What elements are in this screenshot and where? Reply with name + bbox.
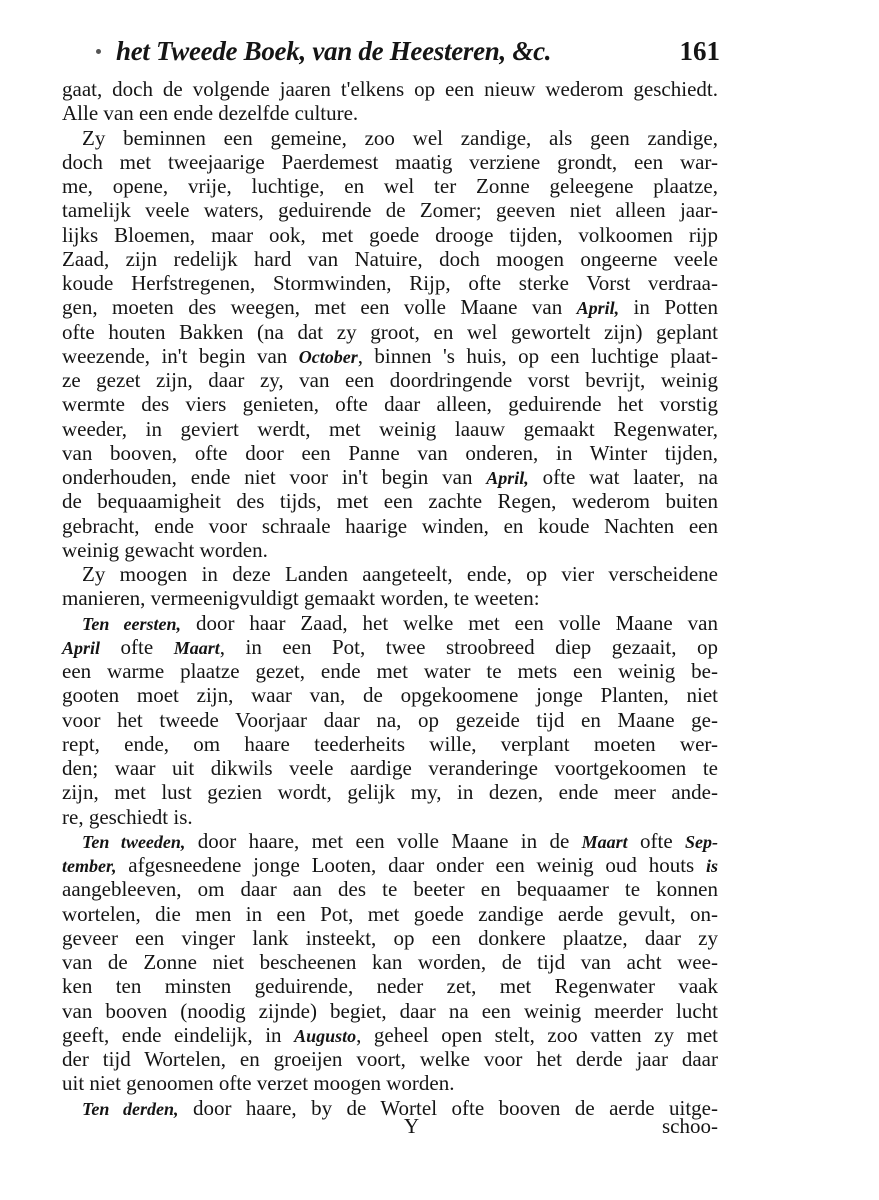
italic-term: Ten tweeden, bbox=[82, 831, 186, 852]
text-segment: wortelen, die men in een Pot, met goede zandige aerde gevult, on- bbox=[62, 901, 718, 926]
text-line bbox=[62, 441, 718, 465]
text-segment: gebracht, ende voor schraale haarige winden, en koude Nachten een bbox=[62, 513, 718, 538]
catchword: schoo- bbox=[662, 1114, 718, 1138]
text-segment: rept, ende, om haare teederheits wille, verplant moeten wer- bbox=[62, 731, 718, 756]
italic-term: October bbox=[298, 346, 358, 367]
text-segment: ofte wat laater, na bbox=[528, 465, 718, 489]
text-segment: van de Zonne niet bescheenen kan worden, de tijd van acht wee- bbox=[62, 950, 718, 974]
text-segment: door haar Zaad, het welke met een volle Maane van bbox=[181, 610, 718, 635]
text-line bbox=[62, 586, 718, 610]
text-line bbox=[62, 538, 718, 562]
text-line bbox=[62, 174, 718, 198]
running-header bbox=[96, 36, 720, 68]
text-segment: ken ten minsten geduirende, neder zet, met Regenwater vaak bbox=[62, 974, 718, 999]
text-line bbox=[62, 223, 718, 247]
italic-term: Ten eersten, bbox=[82, 613, 182, 634]
text-segment: van booven, ofte door een Panne van onderen, in Winter tijden, bbox=[62, 440, 718, 465]
text-line bbox=[62, 465, 718, 489]
text-segment: in Potten bbox=[619, 295, 718, 320]
text-segment: wermte des viers genieten, ofte daar alleen, geduirende het vorstig bbox=[62, 392, 718, 417]
text-line bbox=[62, 198, 718, 222]
text-line bbox=[62, 732, 718, 756]
text-segment: koude Herfstregenen, Stormwinden, Rijp, ofte sterke Vorst verdraa- bbox=[62, 271, 718, 295]
text-segment: re, geschiedt is. bbox=[62, 804, 193, 829]
text-line bbox=[62, 344, 718, 368]
text-segment: uit niet genoomen ofte verzet moogen worden. bbox=[62, 1071, 455, 1096]
text-line bbox=[62, 974, 718, 998]
text-segment: geeft, ende eindelijk, in bbox=[62, 1022, 295, 1047]
text-segment: tamelijk veele waters, geduirende de Zomer; geeven niet alleen jaar- bbox=[62, 198, 718, 223]
text-segment: weeder, in geviert werdt, met weinig laauw gemaakt Regenwater, bbox=[62, 416, 718, 441]
ink-speck bbox=[96, 49, 101, 54]
text-line bbox=[62, 683, 718, 707]
text-segment: Alle van een ende dezelfde culture. bbox=[62, 101, 359, 126]
text-segment: Zy moogen in deze Landen aangeteelt, ende, op vier verscheidene bbox=[82, 562, 718, 586]
text-segment: , binnen 's huis, op een luchtige plaat- bbox=[357, 343, 718, 368]
text-segment: ofte houten Bakken (na dat zy groot, en wel gewortelt zijn) geplant bbox=[62, 319, 718, 344]
text-segment: gen, moeten des weegen, met een volle Maane van bbox=[62, 295, 577, 320]
text-segment: gaat, doch de volgende jaaren t'elkens op een nieuw wederom geschiedt. bbox=[62, 77, 718, 101]
text-line bbox=[62, 247, 718, 271]
text-line bbox=[62, 635, 718, 659]
text-line bbox=[62, 999, 718, 1023]
text-segment: door haare, by de Wortel ofte booven de aerde uitge- bbox=[178, 1095, 718, 1120]
text-line bbox=[62, 101, 718, 125]
text-segment: den; waar uit dikwils veele aardige veranderinge voortgekoomen te bbox=[62, 756, 718, 780]
text-line bbox=[62, 77, 718, 101]
italic-term: Maart bbox=[581, 831, 628, 852]
text-segment: ze gezet zijn, daar zy, van een doordringende vorst bevrijt, weinig bbox=[62, 368, 718, 392]
text-segment: door haare, met een volle Maane in de bbox=[185, 828, 582, 853]
text-line bbox=[62, 392, 718, 416]
text-line bbox=[62, 780, 718, 804]
text-segment: van booven (noodig zijnde) begiet, daar na een weinig meerder lucht bbox=[62, 998, 718, 1023]
text-segment: ofte bbox=[627, 828, 685, 853]
text-line bbox=[62, 514, 718, 538]
text-segment: zijn, met lust gezien wordt, gelijk my, in dezen, ende meer ande- bbox=[62, 780, 718, 805]
text-segment: lijks Bloemen, maar ook, met goede drooge tijden, volkoomen rijp bbox=[62, 222, 718, 247]
text-line bbox=[62, 320, 718, 344]
italic-term: Sep- bbox=[685, 831, 718, 852]
text-segment: der tijd Wortelen, en groeijen voort, welke voor het derde jaar daar bbox=[62, 1047, 718, 1071]
text-segment: , geheel open stelt, zoo vatten zy met bbox=[356, 1022, 718, 1047]
text-segment: weinig gewacht worden. bbox=[62, 537, 268, 562]
italic-term: April, bbox=[576, 298, 620, 319]
text-line bbox=[62, 708, 718, 732]
page-footer bbox=[62, 1114, 718, 1140]
text-line bbox=[62, 877, 718, 901]
text-segment: gooten moet zijn, waar van, de opgekoomene jonge Planten, niet bbox=[62, 683, 718, 708]
text-line bbox=[62, 756, 718, 780]
text-line bbox=[62, 926, 718, 950]
text-line bbox=[62, 368, 718, 392]
italic-term: April, bbox=[486, 468, 529, 488]
text-segment: een warme plaatze gezet, ende met water te mets een weinig be- bbox=[62, 659, 718, 683]
page-number: 161 bbox=[679, 36, 720, 66]
text-segment: voor het tweede Voorjaar daar na, op gezeide tijd en Maane ge- bbox=[62, 707, 718, 732]
text-line bbox=[62, 417, 718, 441]
text-line bbox=[62, 489, 718, 513]
text-line bbox=[62, 902, 718, 926]
italic-term: is bbox=[705, 856, 718, 876]
text-segment: doch met tweejaarige Paerdemest maatig verziene grondt, een war- bbox=[62, 149, 718, 174]
text-segment: geveer een vinger lank insteekt, op een donkere plaatze, daar zy bbox=[62, 925, 718, 950]
italic-term: Augusto bbox=[294, 1025, 357, 1046]
text-line bbox=[62, 126, 718, 150]
text-line bbox=[62, 562, 718, 586]
text-line bbox=[62, 1047, 718, 1071]
text-line bbox=[62, 1071, 718, 1095]
italic-term: Ten derden, bbox=[82, 1098, 179, 1119]
text-segment: onderhouden, ende niet voor in't begin van bbox=[62, 465, 487, 489]
italic-term: April bbox=[62, 637, 101, 658]
text-line bbox=[62, 805, 718, 829]
text-segment: , in een Pot, twee stroobreed diep gezaait, op bbox=[219, 634, 718, 659]
text-segment: manieren, vermeenigvuldigt gemaakt worden, te weeten: bbox=[62, 586, 540, 611]
text-segment: afgesneedene jonge Looten, daar onder een weinig oud houts bbox=[116, 853, 706, 877]
text-line bbox=[62, 853, 718, 877]
text-line bbox=[62, 950, 718, 974]
text-line bbox=[62, 829, 718, 853]
text-segment: aangebleeven, om daar aan des te beeter en bequaamer te konnen bbox=[62, 877, 718, 902]
text-segment: me, opene, vrije, luchtige, en wel ter Zonne geleegene plaatze, bbox=[62, 174, 718, 198]
text-line bbox=[62, 611, 718, 635]
running-title: het Tweede Boek, van de Heesteren, &c. bbox=[116, 36, 552, 66]
text-line bbox=[62, 271, 718, 295]
text-line bbox=[62, 295, 718, 319]
text-segment: Zaad, zijn redelijk hard van Natuire, doch moogen ongeerne veele bbox=[62, 246, 718, 271]
italic-term: Maart bbox=[173, 637, 220, 658]
text-segment: de bequaamigheit des tijds, met een zachte Regen, wederom buiten bbox=[62, 489, 718, 514]
text-line bbox=[62, 1023, 718, 1047]
text-segment: Zy beminnen een gemeine, zoo wel zandige, als geen zandige, bbox=[82, 125, 718, 150]
text-segment: ofte bbox=[100, 634, 174, 659]
signature-mark: Y bbox=[404, 1114, 420, 1138]
body-text bbox=[62, 77, 718, 1120]
text-line bbox=[62, 150, 718, 174]
italic-term: tember, bbox=[62, 856, 117, 876]
text-segment: weezende, in't begin van bbox=[62, 343, 299, 368]
text-line bbox=[62, 659, 718, 683]
